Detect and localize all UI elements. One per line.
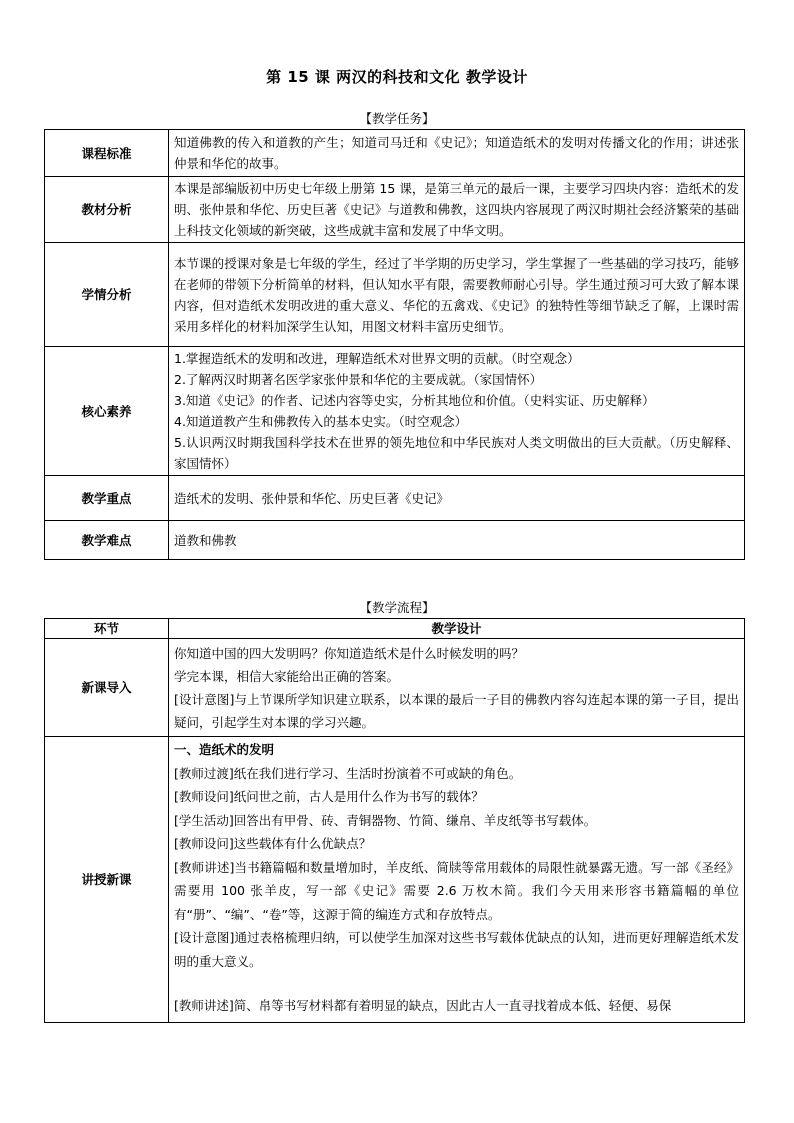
row-content: 本节课的授课对象是七年级的学生，经过了半学期的历史学习，学生掌握了一些基础的学习技巧，能够在老师的带领下分析简单的材料，但认知水平有限，需要教师耐心引导。学生通过预习可大致了解本课内容，但对造纸术发明改进的重大意义、华佗的五禽戏、《史记》的独特性等细节缺乏了解，上课时需采用多样化的材料加深学生认知，用图文材料丰富历史细节。: [169, 243, 745, 347]
flow-section-heading: 【教学流程】: [359, 600, 435, 615]
paragraph: [教师过渡]纸在我们进行学习、生活时扮演着不可或缺的角色。: [174, 765, 522, 781]
page-title: 第 15 课 两汉的科技和文化 教学设计: [266, 68, 528, 86]
row-content: 本课是部编版初中历史七年级上册第 15 课，是第三单元的最后一课，主要学习四块内容：造纸术的发明、张仲景和华佗、历史巨著《史记》与道教和佛教，这四块内容展现了两汉时期社会经济繁荣的基础上科技文化领域的新突破，这些成就丰富和发展了中华文明。: [169, 177, 745, 243]
table-row: [45, 177, 745, 243]
paragraph: [教师讲述]当书籍篇幅和数量增加时，羊皮纸、简牍等常用载体的局限性就暴露无遗。写一部《圣经》需要用 100 张羊皮，写一部《史记》需要 2.6 万枚木简。我们今天用来形容书籍篇幅的单位有“册”、“编”、“卷”等，这源于简的编连方式和存放特点。: [174, 859, 739, 922]
table-row: [45, 639, 745, 737]
table-row: [45, 737, 745, 1023]
row-label: 学情分析: [45, 243, 169, 347]
paragraph: 你知道中国的四大发明吗？你知道造纸术是什么时候发明的吗？: [174, 645, 525, 661]
core-literacy-item: 1.掌握造纸术的发明和改进，理解造纸术对世界文明的贡献。（时空观念）: [174, 351, 580, 366]
flow-table: [44, 618, 745, 1023]
blank-line: [174, 973, 739, 994]
row-content: [169, 347, 745, 476]
column-header: 教学设计: [169, 619, 745, 639]
row-content: 造纸术的发明、张仲景和华佗、历史巨著《史记》: [169, 476, 745, 521]
row-label: 课程标准: [45, 130, 169, 177]
paragraph: [教师讲述]简、帛等书写材料都有着明显的缺点，因此古人一直寻找着成本低、轻便、易保: [174, 998, 672, 1013]
topic-heading: 一、造纸术的发明: [174, 742, 275, 757]
paragraph: 学完本课，相信大家能给出正确的答案。: [174, 668, 400, 684]
paragraph: [设计意图]通过表格梳理归纳，可以使学生加深对这些书写载体优缺点的认知，进而更好理解造纸术发明的重大意义。: [174, 930, 739, 969]
paragraph: [学生活动]回答出有甲骨、砖、青铜器物、竹简、缣帛、羊皮纸等书写载体。: [174, 812, 597, 828]
row-label: 讲授新课: [45, 737, 169, 1023]
row-content: 道教和佛教: [169, 521, 745, 560]
row-label: 新课导入: [45, 639, 169, 737]
core-literacy-item: 4.知道道教产生和佛教传入的基本史实。（时空观念）: [174, 414, 468, 429]
row-content: [169, 639, 745, 737]
row-label: 核心素养: [45, 347, 169, 476]
table-row: [45, 243, 745, 347]
core-literacy-item: 2.了解两汉时期著名医学家张仲景和华佗的主要成就。（家国情怀）: [174, 372, 543, 387]
row-content: [169, 737, 745, 1023]
task-table: [44, 129, 745, 560]
core-literacy-item: 5.认识两汉时期我国科学技术在世界的领先地位和中华民族对人类文明做出的巨大贡献。（历史解释、家国情怀）: [174, 435, 739, 471]
table-row: [45, 521, 745, 560]
table-row: [45, 347, 745, 476]
paragraph: [设计意图]与上节课所学知识建立联系，以本课的最后一子目的佛教内容勾连起本课的第一子目，提出疑问，引起学生对本课的学习兴趣。: [174, 691, 739, 730]
row-label: 教材分析: [45, 177, 169, 243]
paragraph: [教师设问]纸问世之前，古人是用什么作为书写的载体？: [174, 789, 484, 804]
task-section-heading: 【教学任务】: [359, 111, 435, 126]
table-row: [45, 130, 745, 177]
paragraph: [教师设问]这些载体有什么优缺点？: [174, 836, 372, 851]
row-label: 教学难点: [45, 521, 169, 560]
row-label: 教学重点: [45, 476, 169, 521]
column-header: 环节: [45, 619, 169, 639]
row-content: 知道佛教的传入和道教的产生；知道司马迁和《史记》；知道造纸术的发明对传播文化的作用；讲述张仲景和华佗的故事。: [169, 130, 745, 177]
table-header-row: [45, 619, 745, 639]
core-literacy-item: 3.知道《史记》的作者、记述内容等史实，分析其地位和价值。（史料实证、历史解释）: [174, 393, 655, 408]
table-row: [45, 476, 745, 521]
